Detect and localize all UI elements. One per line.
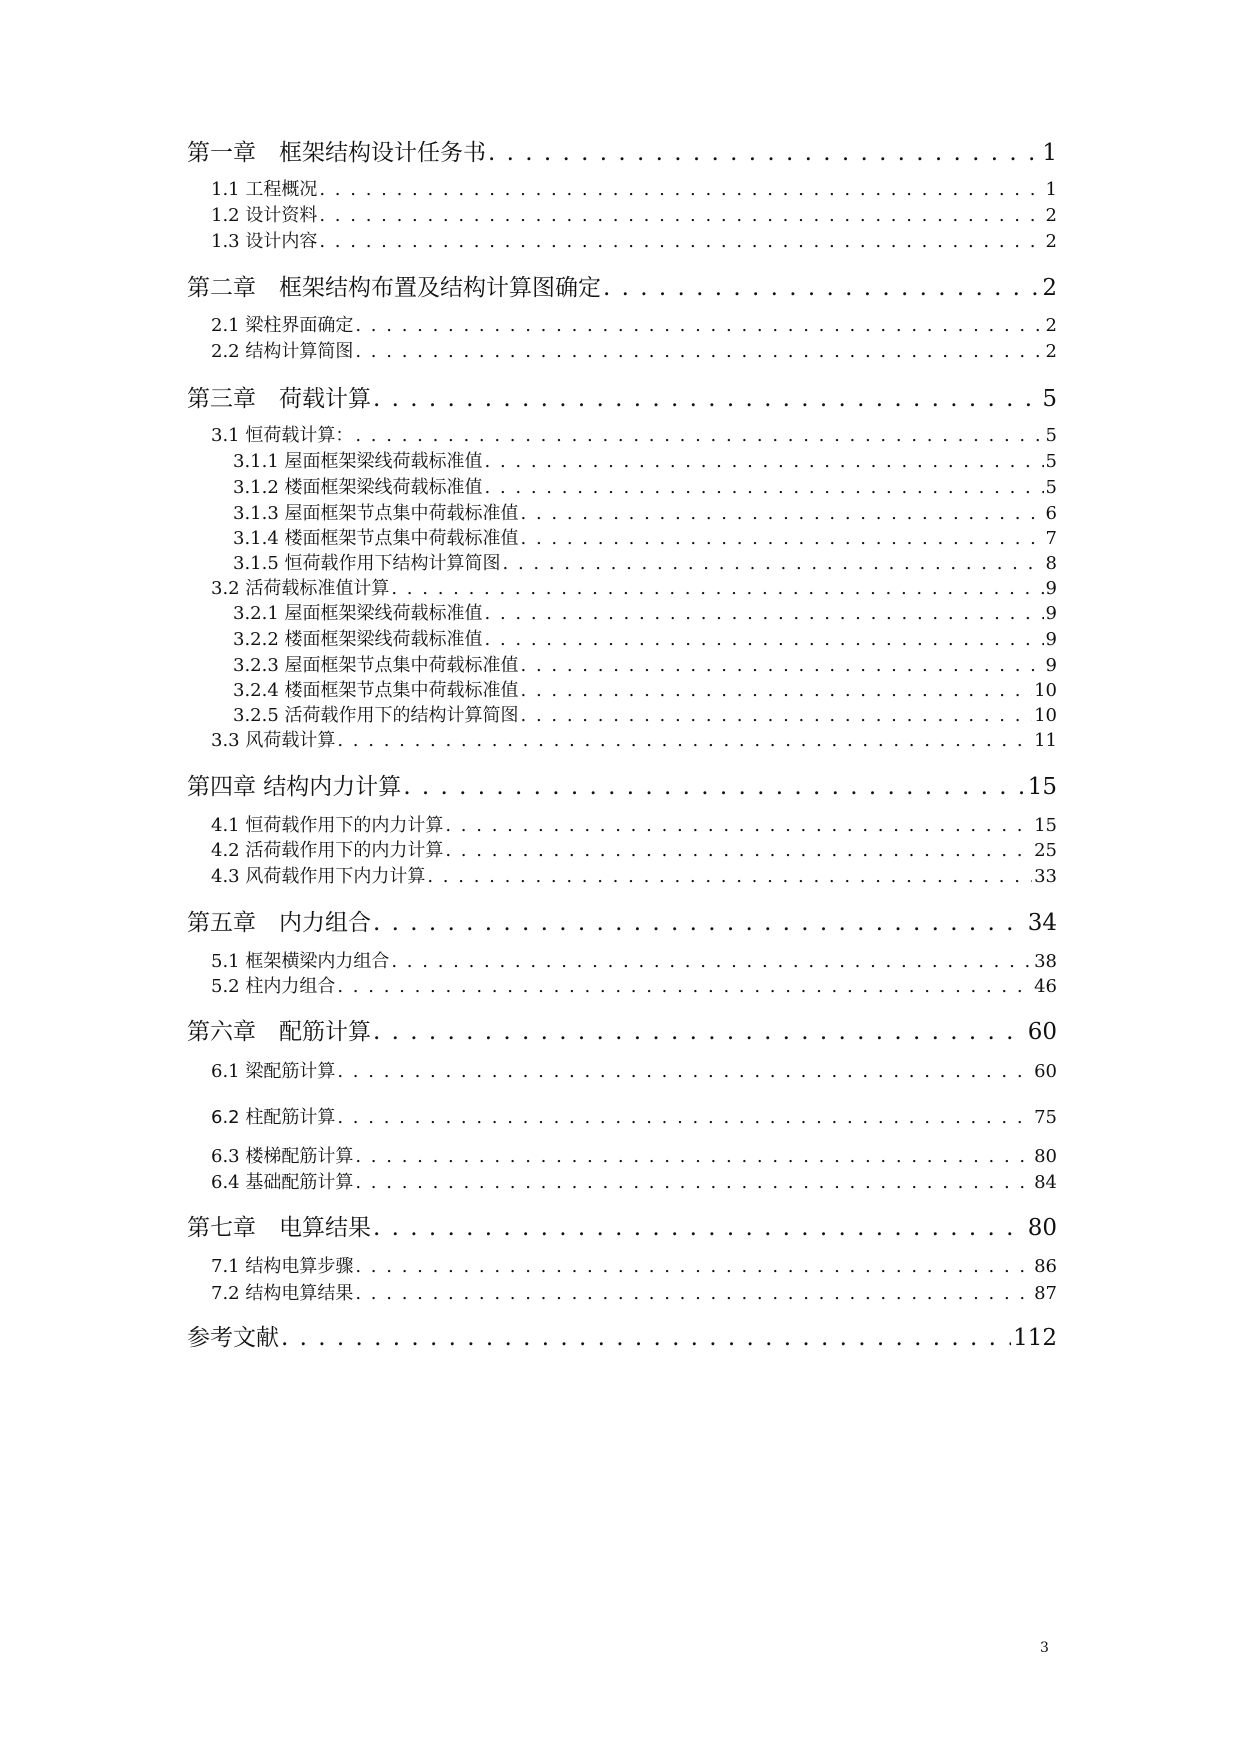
- toc-dot-leader: [391, 578, 1043, 599]
- toc-entry-label: 第四章 结构内力计算: [187, 774, 402, 800]
- toc-entry-label: 4.1 恒荷载作用下的内力计算: [211, 815, 444, 836]
- toc-entry-page: 1: [1045, 179, 1057, 200]
- toc-entry: [187, 972, 1057, 998]
- toc-entry-label: 7.2 结构电算结果: [211, 1283, 354, 1304]
- toc-dot-leader: [391, 951, 1032, 972]
- toc-entry: [187, 337, 1057, 363]
- toc-dot-leader: [355, 1146, 1032, 1167]
- toc-entry: [187, 311, 1057, 337]
- toc-entry-page: 5: [1042, 386, 1057, 412]
- toc-entry: [187, 862, 1057, 888]
- toc-dot-leader: [521, 655, 1044, 676]
- toc-entry-page: 84: [1034, 1172, 1057, 1193]
- toc-entry-label: 3.2.3 屋面框架节点集中荷载标准值: [233, 655, 519, 676]
- toc-entry-label: 3.2 活荷载标准值计算: [211, 578, 390, 599]
- toc-entry: [187, 269, 1057, 301]
- toc-entry-page: 2: [1045, 205, 1057, 226]
- toc-entry-label: 第七章 电算结果: [187, 1215, 371, 1241]
- toc-entry-page: 38: [1034, 951, 1057, 972]
- toc-entry-page: 1: [1042, 140, 1057, 166]
- toc-entry-label: 3.2.4 楼面框架节点集中荷载标准值: [233, 680, 519, 701]
- toc-dot-leader: [373, 910, 1026, 936]
- toc-entry: [187, 201, 1057, 227]
- toc-entry-page: 7: [1045, 528, 1057, 549]
- toc-entry-page: 11: [1034, 730, 1057, 751]
- toc-entry-page: 2: [1042, 275, 1057, 301]
- toc-entry-page: 5: [1045, 425, 1057, 446]
- toc-entry: [187, 726, 1057, 752]
- toc-entry: [187, 549, 1057, 575]
- toc-entry-label: 6.4 基础配筋计算: [211, 1172, 354, 1193]
- toc-entry-label: 4.2 活荷载作用下的内力计算: [211, 840, 444, 861]
- toc-entry-page: 34: [1027, 910, 1057, 936]
- toc-entry-label: 3.1.3 屋面框架节点集中荷载标准值: [233, 503, 519, 524]
- toc-entry-label: 4.3 风荷载作用下内力计算: [211, 866, 426, 887]
- toc-entry-page: 25: [1034, 840, 1057, 861]
- toc-entry: [187, 947, 1057, 973]
- toc-entry: [187, 1013, 1057, 1045]
- toc-entry: [187, 1209, 1057, 1241]
- toc-entry: [187, 380, 1057, 412]
- toc-entry-label: 3.1 恒荷载计算：: [211, 425, 354, 446]
- toc-dot-leader: [521, 503, 1044, 524]
- toc-entry-label: 3.2.2 楼面框架梁线荷载标准值: [233, 629, 483, 650]
- toc-entry-label: 第二章 框架结构布置及结构计算图确定: [187, 275, 601, 301]
- toc-dot-leader: [373, 1019, 1026, 1045]
- toc-entry-label: 3.1.5 恒荷载作用下结构计算简图: [233, 553, 501, 574]
- toc-entry-page: 60: [1027, 1019, 1057, 1045]
- toc-entry-label: 6.1 梁配筋计算: [211, 1061, 336, 1082]
- toc-entry-label: 3.2.5 活荷载作用下的结构计算简图: [233, 705, 519, 726]
- toc-dot-leader: [373, 386, 1040, 412]
- toc-dot-leader: [355, 341, 1043, 362]
- toc-entry: [187, 836, 1057, 862]
- toc-entry: [187, 811, 1057, 837]
- toc-entry: [187, 651, 1057, 677]
- toc-dot-leader: [603, 275, 1040, 301]
- toc-dot-leader: [337, 1061, 1032, 1082]
- toc-dot-leader: [503, 553, 1044, 574]
- toc-entry-page: 80: [1034, 1146, 1057, 1167]
- toc-entry-page: 46: [1034, 976, 1057, 997]
- toc-entry-page: 2: [1045, 231, 1057, 252]
- toc-entry-page: 15: [1027, 774, 1057, 800]
- toc-entry-label: 2.1 梁柱界面确定: [211, 315, 354, 336]
- toc-dot-leader: [521, 528, 1044, 549]
- toc-entry: [187, 227, 1057, 253]
- toc-entry-label: 第五章 内力组合: [187, 910, 371, 936]
- toc-entry-page: 86: [1034, 1256, 1057, 1277]
- toc-dot-leader: [281, 1325, 1011, 1351]
- toc-entry-label: 5.2 柱内力组合: [211, 976, 336, 997]
- toc-entry-page: 9: [1045, 578, 1057, 599]
- toc-entry-page: 112: [1013, 1325, 1057, 1351]
- toc-dot-leader: [319, 231, 1043, 252]
- toc-entry-label: 2.2 结构计算简图: [211, 341, 354, 362]
- toc-entry-page: 5: [1045, 477, 1057, 498]
- toc-dot-leader: [337, 976, 1032, 997]
- toc-entry: [187, 421, 1057, 447]
- toc-entry: [187, 1103, 1057, 1129]
- toc-entry: [187, 473, 1057, 499]
- toc-entry-page: 8: [1045, 553, 1057, 574]
- toc-entry-page: 5: [1045, 451, 1057, 472]
- toc-dot-leader: [355, 425, 1043, 446]
- toc-entry-label: 3.1.1 屋面框架梁线荷载标准值: [233, 451, 483, 472]
- toc-entry-page: 2: [1045, 341, 1057, 362]
- toc-dot-leader: [521, 680, 1033, 701]
- toc-entry: [187, 1142, 1057, 1168]
- toc-entry-page: 87: [1034, 1283, 1057, 1304]
- toc-entry-page: 9: [1045, 629, 1057, 650]
- toc-dot-leader: [445, 815, 1032, 836]
- toc-entry-page: 10: [1034, 705, 1057, 726]
- toc-entry-label: 3.3 风荷载计算: [211, 730, 336, 751]
- toc-entry-page: 15: [1034, 815, 1057, 836]
- toc-entry: [187, 1319, 1057, 1351]
- toc-entry: [187, 676, 1057, 702]
- toc-entry-label: 5.1 框架横梁内力组合: [211, 951, 390, 972]
- toc-dot-leader: [485, 603, 1044, 624]
- toc-dot-leader: [319, 205, 1043, 226]
- toc-entry-page: 60: [1034, 1061, 1057, 1082]
- toc-entry-label: 6.3 楼梯配筋计算: [211, 1146, 354, 1167]
- toc-entry: [187, 1057, 1057, 1083]
- toc-entry-page: 33: [1034, 866, 1057, 887]
- toc-entry-label: 第三章 荷载计算: [187, 386, 371, 412]
- toc-entry-label: 第六章 配筋计算: [187, 1019, 371, 1045]
- toc-entry-page: 10: [1034, 680, 1057, 701]
- toc-entry: [187, 1279, 1057, 1305]
- toc-entry-page: 75: [1034, 1107, 1057, 1128]
- toc-entry-label: 第一章 框架结构设计任务书: [187, 140, 486, 166]
- toc-entry-page: 80: [1027, 1215, 1057, 1241]
- toc-entry: [187, 701, 1057, 727]
- toc-dot-leader: [485, 477, 1044, 498]
- toc-entry: [187, 175, 1057, 201]
- toc-entry-page: 2: [1045, 315, 1057, 336]
- toc-entry: [187, 574, 1057, 600]
- toc-entry-label: 1.1 工程概况: [211, 179, 318, 200]
- page-number: 3: [1040, 1640, 1049, 1656]
- toc-dot-leader: [355, 1256, 1032, 1277]
- toc-entry-label: 参考文献: [187, 1325, 279, 1351]
- toc-dot-leader: [319, 179, 1043, 200]
- toc-entry: [187, 499, 1057, 525]
- toc-dot-leader: [337, 730, 1032, 751]
- toc-entry: [187, 524, 1057, 550]
- toc-dot-leader: [445, 840, 1032, 861]
- toc-dot-leader: [427, 866, 1032, 887]
- toc-dot-leader: [355, 315, 1043, 336]
- toc-entry-label: 7.1 结构电算步骤: [211, 1256, 354, 1277]
- toc-entry-label: 3.2.1 屋面框架梁线荷载标准值: [233, 603, 483, 624]
- toc-dot-leader: [488, 140, 1040, 166]
- toc-entry-label: 6.2 柱配筋计算: [211, 1107, 336, 1128]
- toc-entry: [187, 599, 1057, 625]
- toc-dot-leader: [521, 705, 1033, 726]
- toc-entry: [187, 447, 1057, 473]
- toc-entry-label: 1.2 设计资料: [211, 205, 318, 226]
- toc-entry: [187, 625, 1057, 651]
- toc-entry: [187, 768, 1057, 800]
- toc-entry: [187, 1252, 1057, 1278]
- toc-entry-page: 9: [1045, 655, 1057, 676]
- toc-entry: [187, 904, 1057, 936]
- toc-dot-leader: [485, 629, 1044, 650]
- toc-dot-leader: [485, 451, 1044, 472]
- toc-dot-leader: [337, 1107, 1032, 1128]
- toc-dot-leader: [373, 1215, 1026, 1241]
- toc-entry-label: 1.3 设计内容: [211, 231, 318, 252]
- toc-dot-leader: [403, 774, 1025, 800]
- toc-entry: [187, 134, 1057, 166]
- toc-dot-leader: [355, 1283, 1032, 1304]
- toc-dot-leader: [355, 1172, 1032, 1193]
- toc-entry-label: 3.1.2 楼面框架梁线荷载标准值: [233, 477, 483, 498]
- toc-entry-label: 3.1.4 楼面框架节点集中荷载标准值: [233, 528, 519, 549]
- toc-entry-page: 6: [1045, 503, 1057, 524]
- toc-entry: [187, 1168, 1057, 1194]
- toc-entry-page: 9: [1045, 603, 1057, 624]
